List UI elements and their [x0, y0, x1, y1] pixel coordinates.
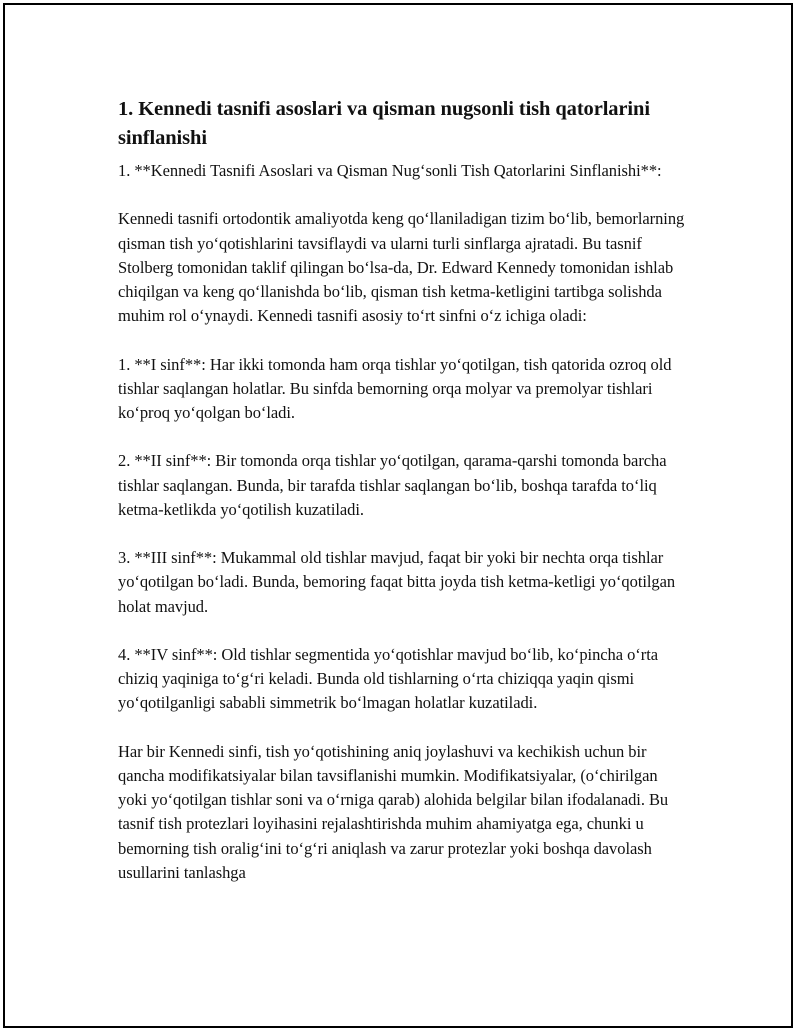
document-body [118, 95, 690, 885]
paragraph-class-2: 2. **II sinf**: Bir tomonda orqa tishlar yo‘qotilgan, qarama-qarshi tomonda barcha tishlar saqlangan. Bunda, bir tarafda tishlar saqlangan bo‘lib, boshqa tarafda to‘liq ketma-ketlikda yo‘qotilish kuzatiladi. [118, 451, 667, 519]
paragraph-modifications: Har bir Kennedi sinfi, tish yo‘qotishining aniq joylashuvi va kechikish uchun bir qancha modifikatsiyalar bilan tavsiflanishi mumkin. Modifikatsiyalar, (o‘chirilgan yoki yo‘qotilgan tishlar soni va o‘rniga qarab) alohida belgilar bilan ifodalanadi. Bu tasnif tish protezlari loyihasini rejalashtirishda muhim ahamiyatga ega, chunki u bemorning tish oralig‘ini to‘g‘ri aniqlash va zarur protezlar yoki boshqa davolash usullarini tanlashga [118, 741, 669, 882]
document-title: 1. Kennedi tasnifi asoslari va qisman nugsonli tish qatorlarini sinflanishi [118, 98, 650, 149]
paragraph-class-1: 1. **I sinf**: Har ikki tomonda ham orqa tishlar yo‘qotilgan, tish qatorida ozroq old tishlar saqlangan holatlar. Bu sinfda bemorning orqa molyar va premolyar tishlari ko‘proq yo‘qolgan bo‘ladi. [118, 354, 672, 422]
paragraph-heading: 1. **Kennedi Tasnifi Asoslari va Qisman Nug‘sonli Tish Qatorlarini Sinflanishi**: [118, 161, 662, 180]
paragraph-class-3: 3. **III sinf**: Mukammal old tishlar mavjud, faqat bir yoki bir nechta orqa tishlar yo‘qotilgan bo‘ladi. Bunda, bemoring faqat bitta joyda tish ketma-ketligi yo‘qotilgan holat mavjud. [118, 548, 676, 616]
paragraph-class-4: 4. **IV sinf**: Old tishlar segmentida yo‘qotishlar mavjud bo‘lib, ko‘pincha o‘rta chiziq yaqiniga to‘g‘ri keladi. Bunda old tishlarning o‘rta chiziqqa yaqin qismi yo‘qotilganligi sababli simmetrik bo‘lmagan holatlar kuzatiladi. [118, 644, 658, 713]
paragraph-intro: Kennedi tasnifi ortodontik amaliyotda keng qo‘llaniladigan tizim bo‘lib, bemorlarning qisman tish yo‘qotishlarini tavsiflaydi va ularni turli sinflarga ajratadi. Bu tasnif Stolberg tomonidan taklif qilingan bo‘lsa-da, Dr. Edward Kennedy tomonidan ishlab chiqilgan va keng qo‘llanishda bo‘lib, qisman tish ketma-ketligini tartibga solishda muhim rol o‘ynaydi. Kennedi tasnifi asosiy to‘rt sinfni o‘z ichiga oladi: [118, 209, 685, 326]
